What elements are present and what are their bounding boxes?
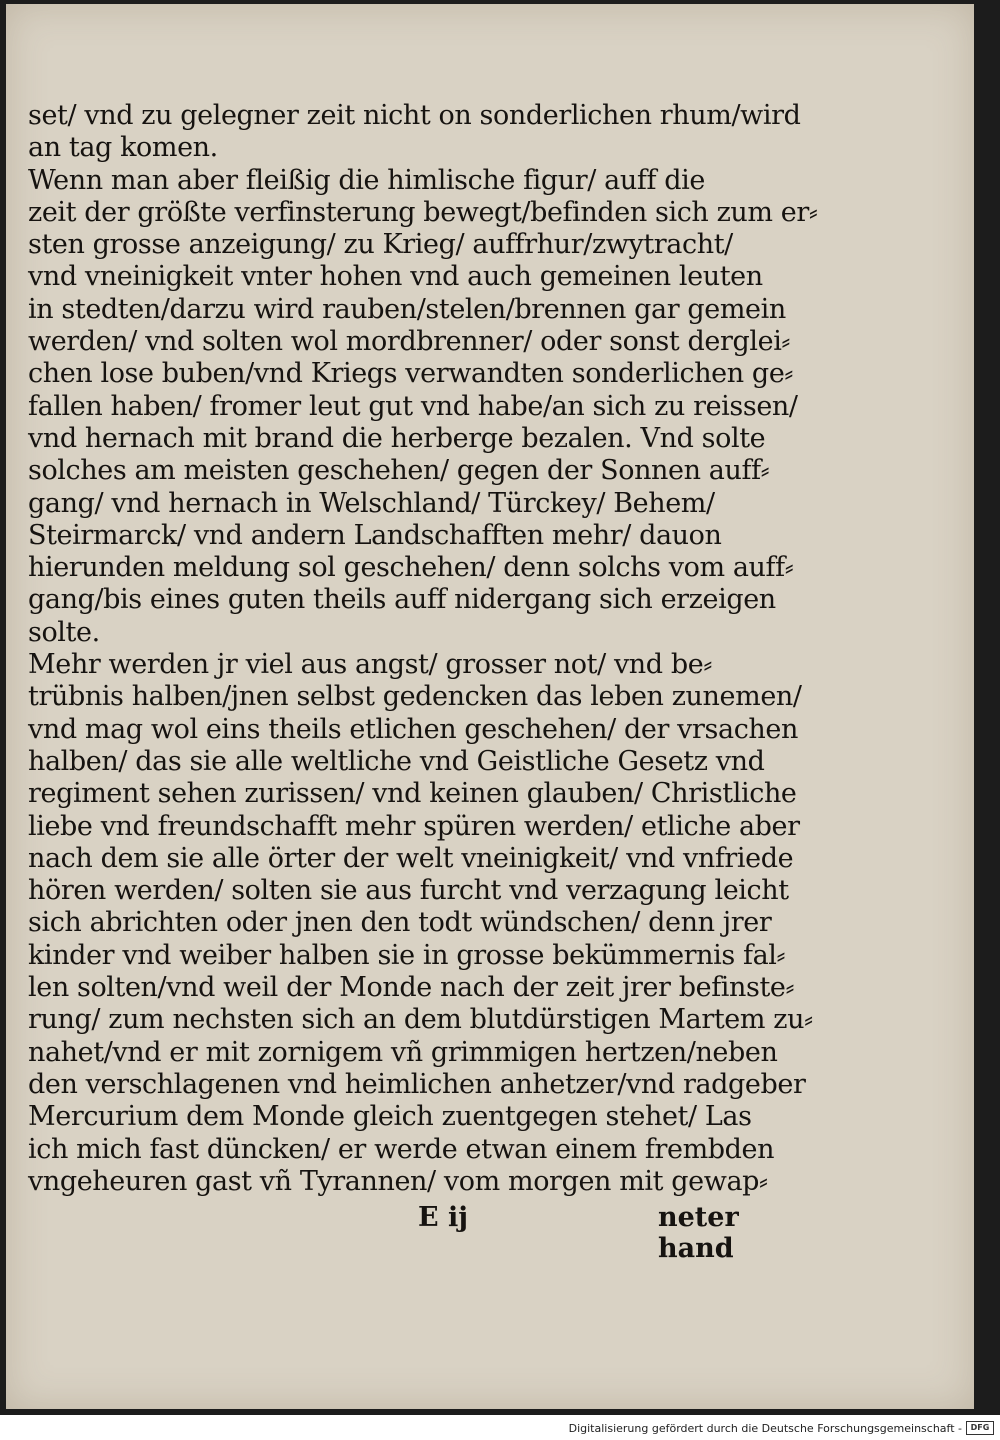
text-line: in stedten/darzu wird rauben/stelen/brennen gar gemein [28, 293, 786, 325]
text-line: vnd vneinigkeit vnter hohen vnd auch gemeinen leuten [28, 261, 763, 293]
text-line: vnd hernach mit brand die herberge bezalen. Vnd solte [28, 422, 766, 454]
dfg-logo: DFG [966, 1421, 994, 1435]
text-line: an tag komen. [28, 132, 218, 164]
page-footer-row [6, 1202, 806, 1264]
text-line: Mercurium dem Monde gleich zuentgegen stehet/ Las [28, 1101, 752, 1133]
text-line: hierunden meldung sol geschehen/ denn solchs vom auff⸗ [28, 552, 794, 584]
text-line: sich abrichten oder jnen den todt wündschen/ denn jrer [28, 907, 772, 939]
dfg-credit-text: Digitalisierung gefördert durch die Deutsche Forschungsgemeinschaft - [568, 1422, 962, 1435]
text-line: nahet/vnd er mit zornigem vñ grimmigen hertzen/neben [28, 1036, 778, 1068]
text-line: den verschlagenen vnd heimlichen anhetzer/vnd radgeber [28, 1068, 806, 1100]
text-line: nach dem sie alle örter der welt vneinigkeit/ vnd vnfriede [28, 842, 794, 874]
text-line: Steirmarck/ vnd andern Landschafften mehr/ dauon [28, 519, 722, 551]
text-line: solches am meisten geschehen/ gegen der Sonnen auff⸗ [28, 455, 770, 487]
text-line: hören werden/ solten sie aus furcht vnd verzagung leicht [28, 875, 789, 907]
text-line: trübnis halben/jnen selbst gedencken das leben zunemen/ [28, 681, 802, 713]
text-line: Wenn man aber fleißig die himlische figur/ auff die [28, 164, 705, 196]
text-line: zeit der größte verfinsterung bewegt/befinden sich zum er⸗ [28, 196, 818, 228]
text-line: chen lose buben/vnd Kriegs verwandten sonderlichen ge⸗ [28, 358, 793, 390]
text-line: halben/ das sie alle weltliche vnd Geistliche Gesetz vnd [28, 745, 765, 777]
text-line: werden/ vnd solten wol mordbrenner/ oder sonst derglei⸗ [28, 326, 791, 358]
text-line: ich mich fast düncken/ er werde etwan einem frembden [28, 1133, 775, 1165]
dfg-credit-bar [0, 1415, 1000, 1440]
text-line: gang/bis eines guten theils auff nidergang sich erzeigen [28, 584, 776, 616]
catchword: neter hand [658, 1202, 739, 1264]
text-line: vngeheuren gast vñ Tyrannen/ vom morgen mit gewap⸗ [28, 1165, 768, 1197]
text-line: len solten/vnd weil der Monde nach der zeit jrer befinste⸗ [28, 972, 795, 1004]
text-line: fallen haben/ fromer leut gut vnd habe/an sich zu reissen/ [28, 390, 798, 422]
text-line: regiment sehen zurissen/ vnd keinen glauben/ Christliche [28, 778, 797, 810]
text-line: solte. [28, 616, 100, 648]
text-line: Mehr werden jr viel aus angst/ grosser not/ vnd be⸗ [28, 649, 712, 681]
text-line: sten grosse anzeigung/ zu Krieg/ auffrhur/zwytracht/ [28, 229, 733, 261]
page-text [28, 100, 818, 1198]
signature-mark: E ij [418, 1202, 469, 1233]
text-line: liebe vnd freundschafft mehr spüren werden/ etliche aber [28, 810, 800, 842]
text-line: vnd mag wol eins theils etlichen geschehen/ der vrsachen [28, 713, 798, 745]
text-line: rung/ zum nechsten sich an dem blutdürstigen Martem zu⸗ [28, 1004, 813, 1036]
text-line: set/ vnd zu gelegner zeit nicht on sonderlichen rhum/wird [28, 100, 801, 131]
text-line: kinder vnd weiber halben sie in grosse bekümmernis fal⸗ [28, 939, 786, 971]
book-page [6, 4, 974, 1409]
text-line: gang/ vnd hernach in Welschland/ Türckey/ Behem/ [28, 487, 715, 519]
